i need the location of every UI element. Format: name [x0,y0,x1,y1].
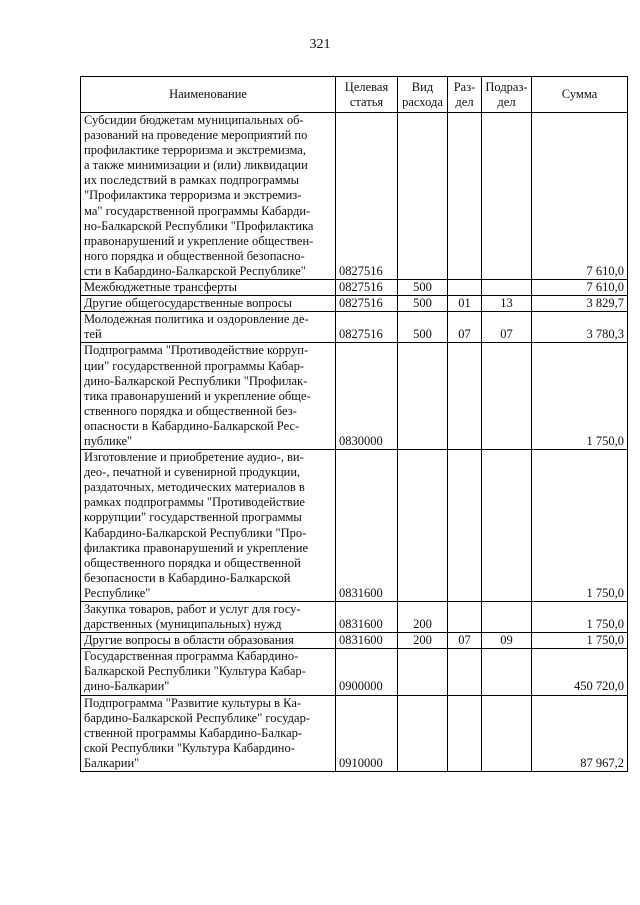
table-row [81,633,628,649]
section-cell [448,280,482,296]
expense-kind-cell [398,450,448,602]
item-name-line: Государственная программа Кабардино- [84,649,299,664]
item-name-line: рамках подпрограммы "Противодействие [84,495,305,510]
section-cell: 07 [448,633,482,649]
table-row [81,343,628,450]
table-row [81,695,628,771]
item-name-line: Кабардино-Балкарской Республики "Про- [84,525,307,540]
item-name-cell [81,633,336,649]
item-name-line: Субсидии бюджетам муниципальных об- [84,113,304,127]
table-row [81,450,628,602]
item-name-line: део-, печатной и сувенирной продукции, [84,465,301,480]
sum-cell: 7 610,0 [532,280,628,296]
subsection-cell [482,280,532,296]
item-name-cell [81,602,336,633]
table-row [81,602,628,633]
expense-kind-cell [398,695,448,771]
section-cell [448,695,482,771]
item-name-cell [81,296,336,312]
item-name-line: сти в Кабардино-Балкарской Республике" [84,263,306,278]
target-article-cell: 0831600 [336,602,398,633]
item-name-line: публике" [84,433,133,448]
item-name-line: ма" государственной программы Кабарди- [84,203,311,218]
table-row [81,312,628,343]
section-cell: 01 [448,296,482,312]
subsection-cell: 09 [482,633,532,649]
item-name-line: ного порядка и общественной безопасно- [84,248,305,263]
section-cell [448,343,482,450]
item-name-line: Республике" [84,585,151,600]
item-name-line: раздаточных, методических материалов в [84,480,305,495]
item-name-line: Балкарской Республики "Культура Кабар- [84,664,306,679]
expense-kind-cell: 500 [398,312,448,343]
sum-cell: 7 610,0 [532,113,628,280]
item-name-line: Закупка товаров, работ и услуг для госу- [84,602,301,616]
subsection-cell [482,450,532,602]
subsection-cell: 07 [482,312,532,343]
table-row [81,280,628,296]
section-cell: 07 [448,312,482,343]
section-cell [448,649,482,695]
item-name-line: ственной программы Кабардино-Балкар- [84,725,303,740]
target-article-cell: 0831600 [336,450,398,602]
item-name-line: Балкарии" [84,755,140,770]
header-target-article: Целевая статья [336,77,398,113]
target-article-cell: 0827516 [336,280,398,296]
sum-cell: 1 750,0 [532,602,628,633]
item-name-cell [81,343,336,450]
item-name-line: Молодежная политика и оздоровление де- [84,312,309,327]
table-row [81,296,628,312]
item-name-line: профилактике терроризма и экстремизма, [84,143,306,158]
target-article-cell: 0827516 [336,113,398,280]
item-name-line: тика правонарушений и укрепление обще- [84,388,311,403]
subsection-cell [482,113,532,280]
expense-kind-cell [398,113,448,280]
item-name-line: дино-Балкарской Республики "Профилак- [84,373,308,388]
table-row [81,113,628,280]
section-cell [448,602,482,633]
subsection-cell [482,695,532,771]
subsection-cell: 13 [482,296,532,312]
item-name-line: бардино-Балкарской Республике" государ- [84,710,310,725]
sum-cell: 1 750,0 [532,450,628,602]
item-name-line: ской Республики "Культура Кабардино- [84,740,295,755]
item-name-line: Изготовление и приобретение аудио-, ви- [84,450,304,465]
item-name-line: Другие вопросы в области образования [84,633,294,648]
expense-kind-cell [398,343,448,450]
subsection-cell [482,343,532,450]
page-number: 321 [309,37,331,52]
header-subsection: Подраз- дел [482,77,532,113]
item-name-line: Межбюджетные трансферты [84,280,238,295]
item-name-cell [81,312,336,343]
item-name-cell [81,450,336,602]
target-article-cell: 0827516 [336,312,398,343]
item-name-line: тей [84,327,102,342]
expense-kind-cell: 200 [398,633,448,649]
sum-cell: 1 750,0 [532,633,628,649]
section-cell [448,450,482,602]
table-header-row [81,77,628,113]
target-article-cell: 0827516 [336,296,398,312]
item-name-line: опасности в Кабардино-Балкарской Рес- [84,418,300,433]
item-name-line: коррупции" государственной программы [84,510,302,525]
item-name-line: но-Балкарской Республики "Профилактика [84,218,314,233]
header-section: Раз- дел [448,77,482,113]
item-name-line: общественного порядка и общественной [84,555,301,570]
sum-cell: 1 750,0 [532,343,628,450]
item-name-cell [81,280,336,296]
section-cell [448,113,482,280]
header-sum: Сумма [532,77,628,113]
budget-table [80,76,628,772]
item-name-cell [81,695,336,771]
expense-kind-cell: 500 [398,296,448,312]
item-name-line: безопасности в Кабардино-Балкарской [84,570,291,585]
item-name-line: ции" государственной программы Кабар- [84,358,305,373]
target-article-cell: 0900000 [336,649,398,695]
item-name-line: разований на проведение мероприятий по [84,128,308,143]
item-name-line: Подпрограмма "Противодействие корруп- [84,343,309,358]
item-name-line: а также минимизации и (или) ликвидации [84,158,308,173]
item-name-line: филактика правонарушений и укрепление [84,540,309,555]
target-article-cell: 0910000 [336,695,398,771]
expense-kind-cell: 200 [398,602,448,633]
expense-kind-cell [398,649,448,695]
target-article-cell: 0830000 [336,343,398,450]
item-name-line: их последствий в рамках подпрограммы [84,173,300,188]
item-name-cell [81,113,336,280]
header-expense-kind: Вид расхода [398,77,448,113]
sum-cell: 3 829,7 [532,296,628,312]
item-name-line: правонарушений и укрепление обществен- [84,233,314,248]
item-name-line: дарственных (муниципальных) нужд [84,617,282,632]
item-name-line: дино-Балкарии" [84,679,170,694]
expense-kind-cell: 500 [398,280,448,296]
subsection-cell [482,649,532,695]
item-name-line: ственного порядка и общественной без- [84,403,297,418]
table-body [81,113,628,772]
item-name-line: Подпрограмма "Развитие культуры в Ка- [84,695,302,710]
sum-cell: 450 720,0 [532,649,628,695]
sum-cell: 87 967,2 [532,695,628,771]
item-name-cell [81,649,336,695]
table-row [81,649,628,695]
header-name: Наименование [81,77,336,113]
item-name-line: "Профилактика терроризма и экстремиз- [84,188,302,203]
item-name-line: Другие общегосударственные вопросы [84,296,292,311]
sum-cell: 3 780,3 [532,312,628,343]
subsection-cell [482,602,532,633]
target-article-cell: 0831600 [336,633,398,649]
